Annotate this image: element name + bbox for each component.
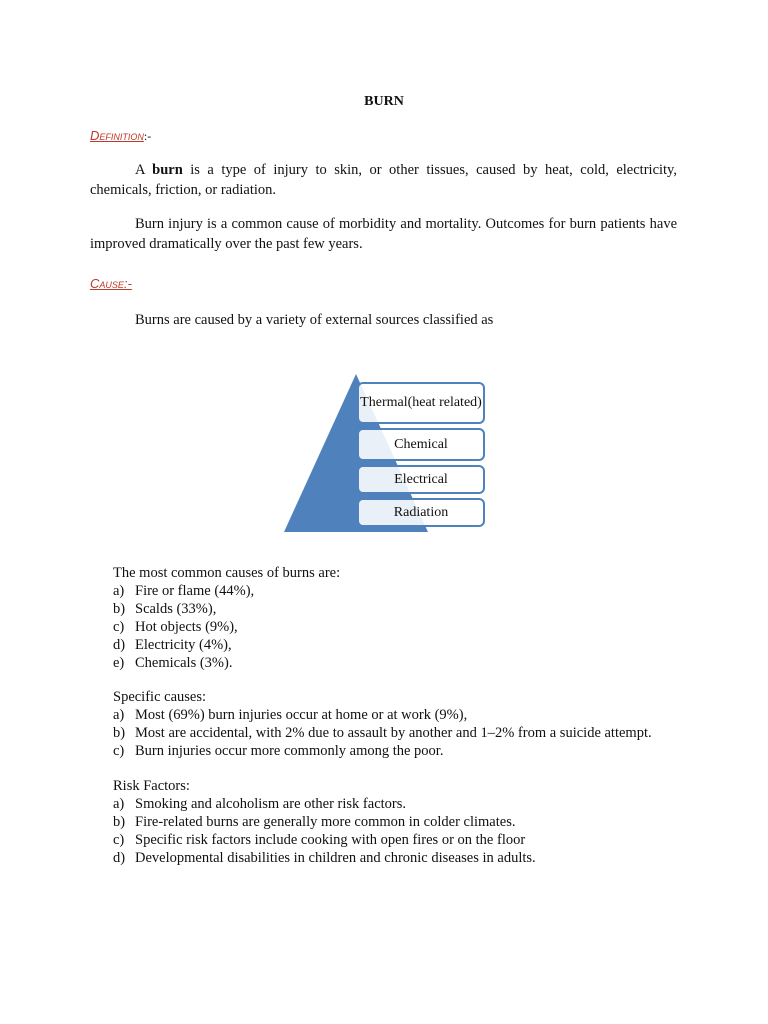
list-marker: c)	[113, 832, 125, 848]
list-item	[113, 582, 340, 600]
common-causes-section	[113, 564, 340, 672]
list-item	[113, 706, 652, 724]
list-marker: d)	[113, 850, 126, 866]
risk-factors-section	[113, 777, 536, 867]
list-marker: b)	[113, 601, 126, 617]
common-causes-title: The most common causes of burns are:	[113, 565, 341, 581]
list-marker: b)	[113, 814, 126, 830]
list-item	[113, 724, 652, 742]
definition-heading	[90, 128, 151, 144]
list-item-text: Chemicals (3%).	[135, 655, 233, 671]
list-item-text: Fire-related burns are generally more common in colder climates.	[135, 814, 516, 830]
list-marker: e)	[113, 655, 125, 671]
list-item-text: Electricity (4%),	[135, 637, 232, 653]
definition-term: burn	[152, 162, 183, 178]
list-marker: c)	[113, 619, 125, 635]
list-marker: a)	[113, 583, 125, 599]
definition-heading-suffix: :-	[143, 129, 152, 143]
risk-factors-title: Risk Factors:	[113, 778, 190, 794]
list-item	[113, 813, 536, 831]
specific-causes-list	[113, 706, 652, 760]
pyramid-level-electrical: Electrical	[357, 465, 485, 494]
list-item-text: Fire or flame (44%),	[135, 583, 255, 599]
pyramid-level-radiation: Radiation	[357, 498, 485, 527]
list-item-text: Hot objects (9%),	[135, 619, 238, 635]
page-title: BURN	[364, 94, 404, 109]
list-item	[113, 849, 536, 867]
definition-para-lead: A	[135, 162, 153, 178]
outcome-paragraph: Burn injury is a common cause of morbidity and mortality. Outcomes for burn patients have improved dramatically over the past few years.	[90, 216, 677, 252]
list-item-text: Smoking and alcoholism are other risk factors.	[135, 796, 407, 812]
list-item-text: Most (69%) burn injuries occur at home or at work (9%),	[135, 707, 468, 723]
specific-causes-title: Specific causes:	[113, 689, 207, 705]
list-item	[113, 831, 536, 849]
list-marker: c)	[113, 743, 125, 759]
list-item-text: Specific risk factors include cooking with open fires or on the floor	[135, 832, 526, 848]
list-item	[113, 742, 652, 760]
list-item	[113, 618, 340, 636]
list-marker: d)	[113, 637, 126, 653]
list-item-text: Developmental disabilities in children and chronic diseases in adults.	[135, 850, 536, 866]
list-marker: b)	[113, 725, 126, 741]
list-item	[113, 636, 340, 654]
list-item	[113, 654, 340, 672]
common-causes-list	[113, 582, 340, 672]
specific-causes-section	[113, 688, 652, 760]
list-item	[113, 600, 340, 618]
list-item	[113, 795, 536, 813]
risk-factors-list	[113, 795, 536, 867]
cause-heading	[90, 276, 132, 291]
list-item-text: Scalds (33%),	[135, 601, 217, 617]
definition-para-rest: is a type of injury to skin, or other tissues, caused by heat, cold, electricity, chemicals, friction, or radiation.	[90, 162, 677, 198]
list-marker: a)	[113, 796, 125, 812]
burn-source-pyramid	[280, 372, 495, 537]
pyramid-level-thermal: Thermal(heat related)	[357, 382, 485, 424]
definition-paragraph	[90, 160, 677, 200]
list-marker: a)	[113, 707, 125, 723]
cause-heading-text: Cause:-	[90, 276, 132, 291]
list-item-text: Most are accidental, with 2% due to assault by another and 1–2% from a suicide attempt.	[135, 725, 652, 741]
cause-intro: Burns are caused by a variety of external sources classified as	[135, 312, 494, 328]
pyramid-level-chemical: Chemical	[357, 428, 485, 461]
definition-heading-text: Definition	[90, 128, 144, 143]
list-item-text: Burn injuries occur more commonly among the poor.	[135, 743, 444, 759]
